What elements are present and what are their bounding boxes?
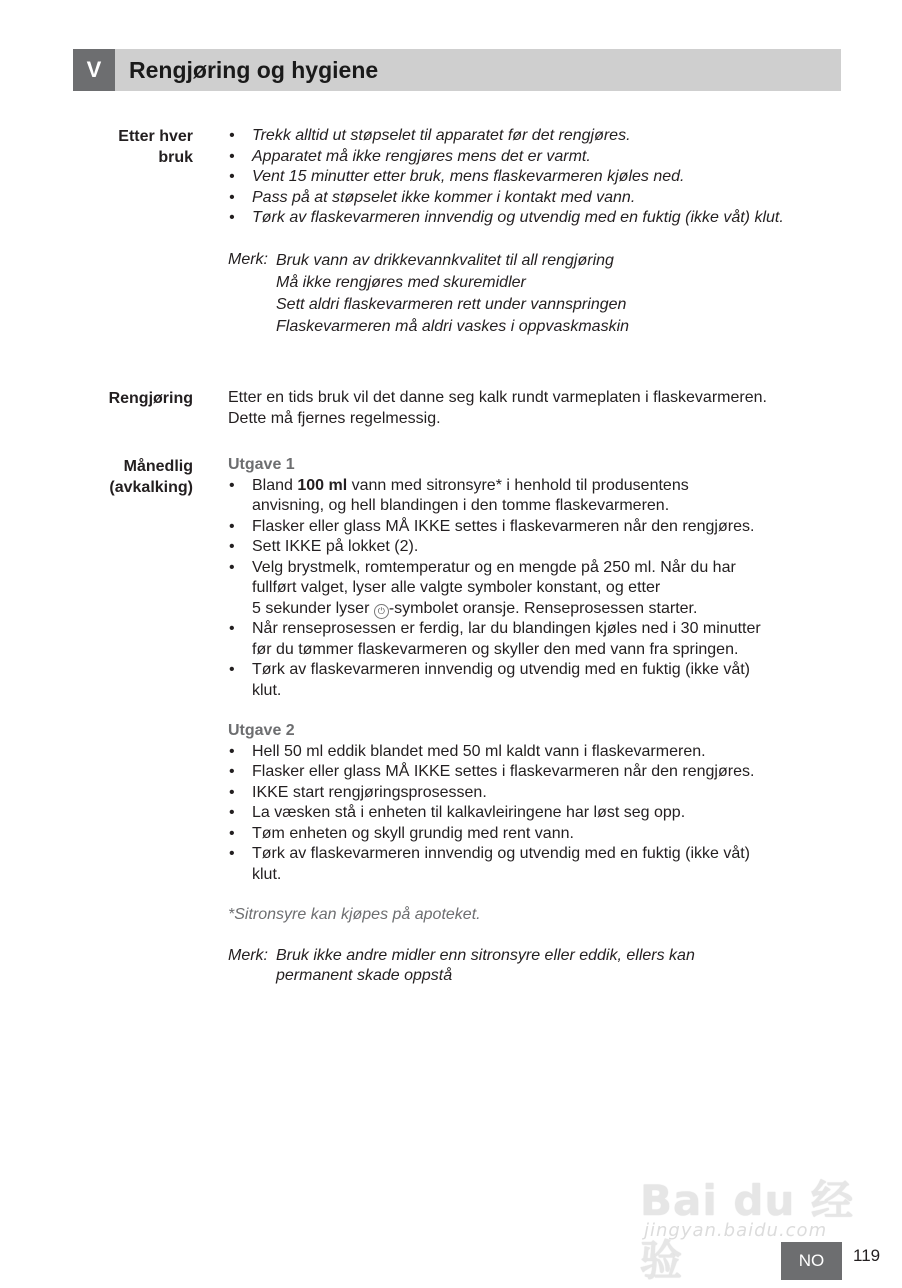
text: • Tørk av flaskevarmeren innvendig og utvendig med en fuktig (ikke våt) <box>252 845 751 862</box>
label-line: Månedlig <box>123 458 193 475</box>
list-item: • Trekk alltid ut støpselet til apparatet før det rengjøres. <box>228 126 848 147</box>
utgave-1-heading: Utgave 1 <box>228 456 295 473</box>
etter-hver-bruk-content <box>228 126 848 338</box>
list-item <box>228 844 848 885</box>
list-item: • IKKE start rengjøringsprosessen. <box>228 783 848 804</box>
list-item: • Flasker eller glass MÅ IKKE settes i flaskevarmeren når den rengjøres. <box>228 517 848 538</box>
note-line: Sett aldri flaskevarmeren rett under vannspringen <box>276 295 627 313</box>
footnote: *Sitronsyre kan kjøpes på apoteket. <box>228 906 481 923</box>
note-line: Må ikke rengjøres med skuremidler <box>276 273 526 291</box>
section-header <box>73 49 841 91</box>
note-line: Bruk vann av drikkevannkvalitet til all rengjøring <box>276 251 614 269</box>
note-prefix: Merk: <box>228 250 268 268</box>
list-item: • Tørk av flaskevarmeren innvendig og utvendig med en fuktig (ikke våt) klut. <box>228 208 848 229</box>
bold-amount: 100 ml <box>297 476 348 494</box>
note <box>228 946 848 967</box>
text: -symbolet oransje. Renseprosessen starter. <box>388 599 698 617</box>
list-item <box>228 476 848 517</box>
text: klut. <box>252 681 282 699</box>
utgave-2-heading: Utgave 2 <box>228 722 295 739</box>
text: anvisning, og hell blandingen i den tomme flaskevarmeren. <box>252 497 670 514</box>
page-title: Rengjøring og hygiene <box>129 57 379 83</box>
page-number: 119 <box>853 1246 881 1265</box>
note-line: permanent skade oppstå <box>276 967 453 984</box>
note-lines <box>276 946 695 967</box>
label-etter-hver-bruk <box>118 126 193 168</box>
list-item <box>228 558 848 620</box>
note-prefix: Merk: <box>228 946 268 964</box>
text-line: Dette må fjernes regelmessig. <box>228 409 441 427</box>
label-line: Etter hver <box>118 128 193 145</box>
watermark-url: jingyan.baidu.com <box>644 1220 828 1241</box>
text: Bland <box>252 476 298 494</box>
text: • Tørk av flaskevarmeren innvendig og utvendig med en fuktig (ikke våt) <box>252 661 751 678</box>
list-item <box>228 619 848 660</box>
list-item: • Tøm enheten og skyll grundig med rent vann. <box>228 824 848 845</box>
text: før du tømmer flaskevarmeren og skyller den med vann fra springen. <box>252 640 739 658</box>
bullet-list <box>228 126 848 229</box>
list-item: • Vent 15 minutter etter bruk, mens flaskevarmeren kjøles ned. <box>228 167 848 188</box>
text: • Når renseprosessen er ferdig, lar du blandingen kjøles ned i 30 minutter <box>252 620 761 637</box>
text-line: Etter en tids bruk vil det danne seg kalk rundt varmeplaten i flaskevarmeren. <box>228 389 767 406</box>
text: fullført valget, lyser alle valgte symboler konstant, og etter <box>252 579 661 596</box>
note-line: Bruk ikke andre midler enn sitronsyre eller eddik, ellers kan <box>276 946 695 964</box>
note <box>228 250 848 338</box>
utgave-1-list <box>228 476 848 702</box>
language-badge: NO <box>781 1242 842 1280</box>
note-lines <box>276 250 629 338</box>
section-number: V <box>73 49 115 91</box>
list-item <box>228 660 848 701</box>
list-item: • Pass på at støpselet ikke kommer i kontakt med vann. <box>228 188 848 209</box>
label-manedlig <box>109 456 193 498</box>
list-item: • La væsken stå i enheten til kalkavleiringene har løst seg opp. <box>228 803 848 824</box>
manedlig-content <box>228 455 848 987</box>
rengjoring-text <box>228 388 848 429</box>
list-item: • Flasker eller glass MÅ IKKE settes i flaskevarmeren når den rengjøres. <box>228 762 848 783</box>
power-icon: ⏻ <box>374 604 389 619</box>
note-line: Flaskevarmeren må aldri vaskes i oppvaskmaskin <box>276 317 630 335</box>
label-line: (avkalking) <box>109 479 193 496</box>
text: klut. <box>252 865 282 883</box>
utgave-2-list <box>228 742 848 886</box>
text: 5 sekunder lyser <box>252 599 374 617</box>
text: vann med sitronsyre* i henhold til produsentens <box>347 476 689 494</box>
list-item: • Apparatet må ikke rengjøres mens det er varmt. <box>228 147 848 168</box>
list-item: • Hell 50 ml eddik blandet med 50 ml kaldt vann i flaskevarmeren. <box>228 742 848 763</box>
label-rengjoring: Rengjøring <box>108 390 193 407</box>
text: • Velg brystmelk, romtemperatur og en mengde på 250 ml. Når du har <box>252 558 736 576</box>
list-item: • Sett IKKE på lokket (2). <box>228 537 848 558</box>
label-line: bruk <box>158 149 193 166</box>
watermark-logo: Bai du 经验 <box>640 1176 854 1285</box>
